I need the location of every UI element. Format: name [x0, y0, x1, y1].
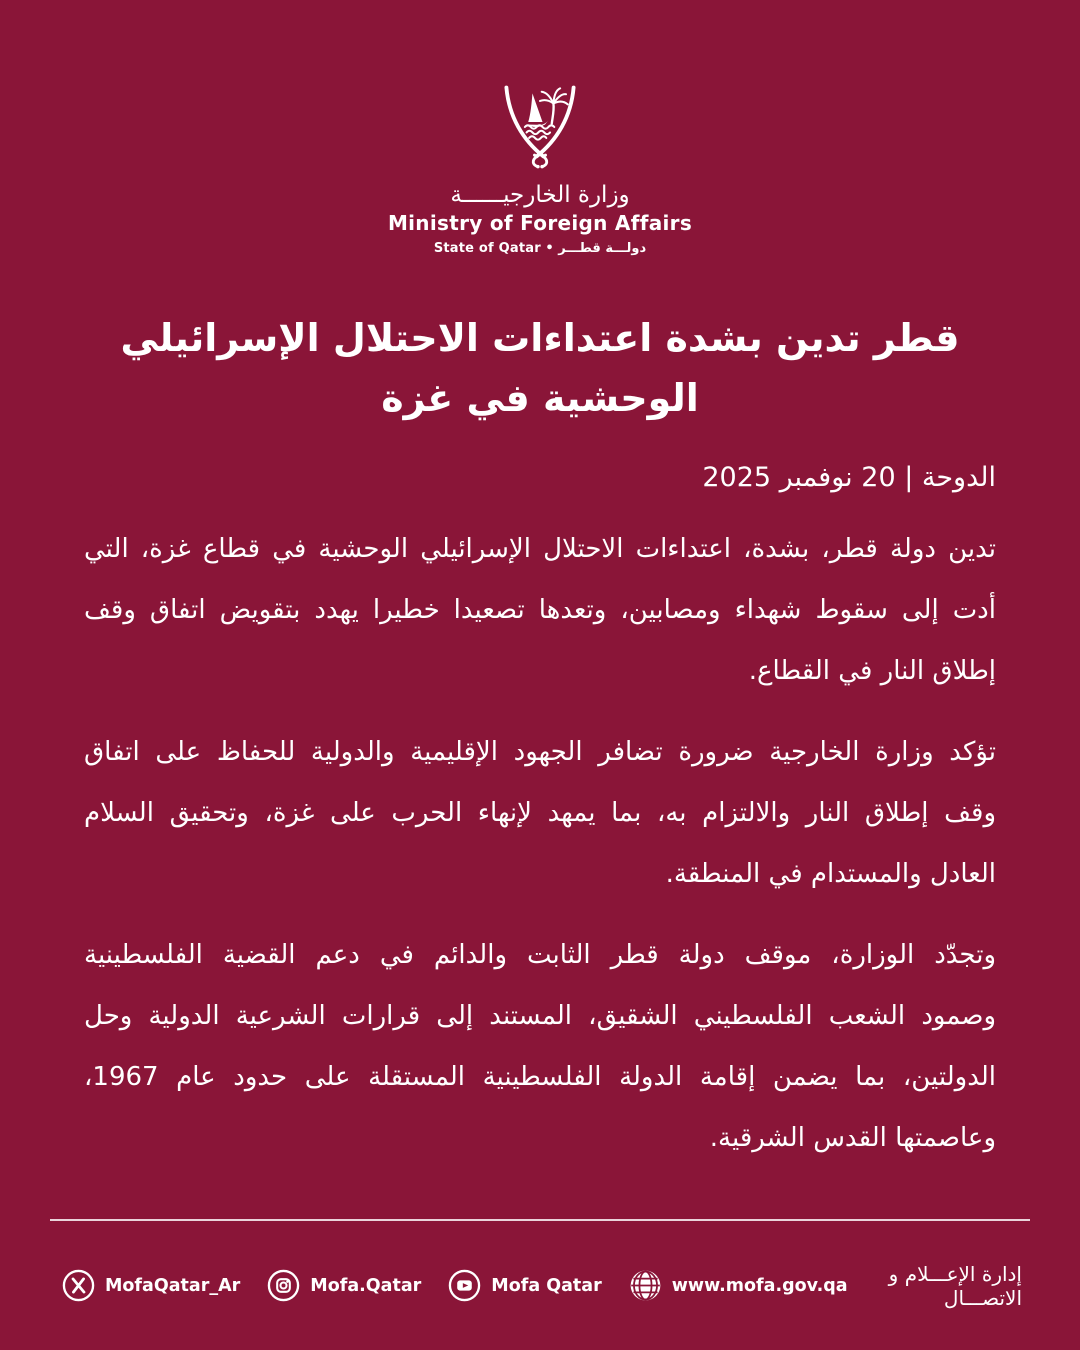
headline — [84, 308, 996, 428]
statement-line: الدولتين، بما يضمن إقامة الدولة الفلسطينية المستقلة على حدود عام 1967، — [84, 1062, 996, 1092]
social-item-x — [62, 1269, 240, 1302]
dateline: الدوحة | 20 نوفمبر 2025 — [702, 462, 996, 493]
paragraph-1 — [84, 519, 996, 702]
state-of-qatar-line: دولـــة قطـــر • State of Qatar — [433, 241, 647, 256]
statement-line: تدين دولة قطر، بشدة، اعتداءات الاحتلال الإسرائيلي الوحشية في قطاع غزة، التي — [84, 534, 996, 564]
headline-line-2: الوحشية في غزة — [381, 376, 699, 420]
statement-line: تؤكد وزارة الخارجية ضرورة تضافر الجهود الإقليمية والدولية للحفاظ على اتفاق — [84, 737, 996, 767]
statement-line: وقف إطلاق النار والالتزام به، بما يمهد لإنهاء الحرب على غزة، وتحقيق السلام — [84, 798, 996, 828]
instagram-handle: Mofa.Qatar — [310, 1275, 422, 1296]
statement-line: العادل والمستدام في المنطقة. — [665, 859, 996, 889]
youtube-handle: Mofa Qatar — [491, 1275, 602, 1296]
statement-line: أدت إلى سقوط شهداء ومصابين، وتعدها تصعيدا خطيرا يهدد بتقويض اتفاق وقف — [84, 595, 996, 625]
youtube-icon — [448, 1269, 481, 1302]
paragraph-2 — [84, 722, 996, 905]
statement-body — [84, 519, 996, 1169]
x-icon — [62, 1269, 95, 1302]
statement-line: وتجدّد الوزارة، موقف دولة قطر الثابت والدائم في دعم القضية الفلسطينية — [84, 940, 996, 970]
statement-line: وعاصمتها القدس الشرقية. — [709, 1123, 996, 1153]
instagram-icon — [267, 1269, 300, 1302]
social-item-instagram — [267, 1269, 421, 1302]
mofa-emblem-icon — [498, 82, 582, 172]
headline-line-1: قطر تدين بشدة اعتداءات الاحتلال الإسرائيلي — [120, 316, 960, 360]
website-url: www.mofa.gov.qa — [671, 1275, 848, 1296]
social-handles — [62, 1269, 848, 1302]
mofa-logo — [84, 82, 996, 256]
paragraph-3 — [84, 925, 996, 1169]
globe-icon — [629, 1269, 662, 1302]
ministry-name-arabic: وزارة الخارجيــــــة — [450, 182, 630, 208]
department-name: إدارة الإعـــلام و الاتصـــال — [888, 1261, 1022, 1310]
footer — [0, 1219, 1080, 1350]
ministry-name-english: Ministry of Foreign Affairs — [387, 211, 693, 235]
x-handle: MofaQatar_Ar — [105, 1275, 241, 1296]
statement-line: إطلاق النار في القطاع. — [748, 656, 996, 686]
statement-line: وصمود الشعب الفلسطيني الشقيق، المستند إلى قرارات الشرعية الدولية وحل — [84, 1001, 996, 1031]
social-item-website — [629, 1269, 848, 1302]
social-item-youtube — [448, 1269, 601, 1302]
